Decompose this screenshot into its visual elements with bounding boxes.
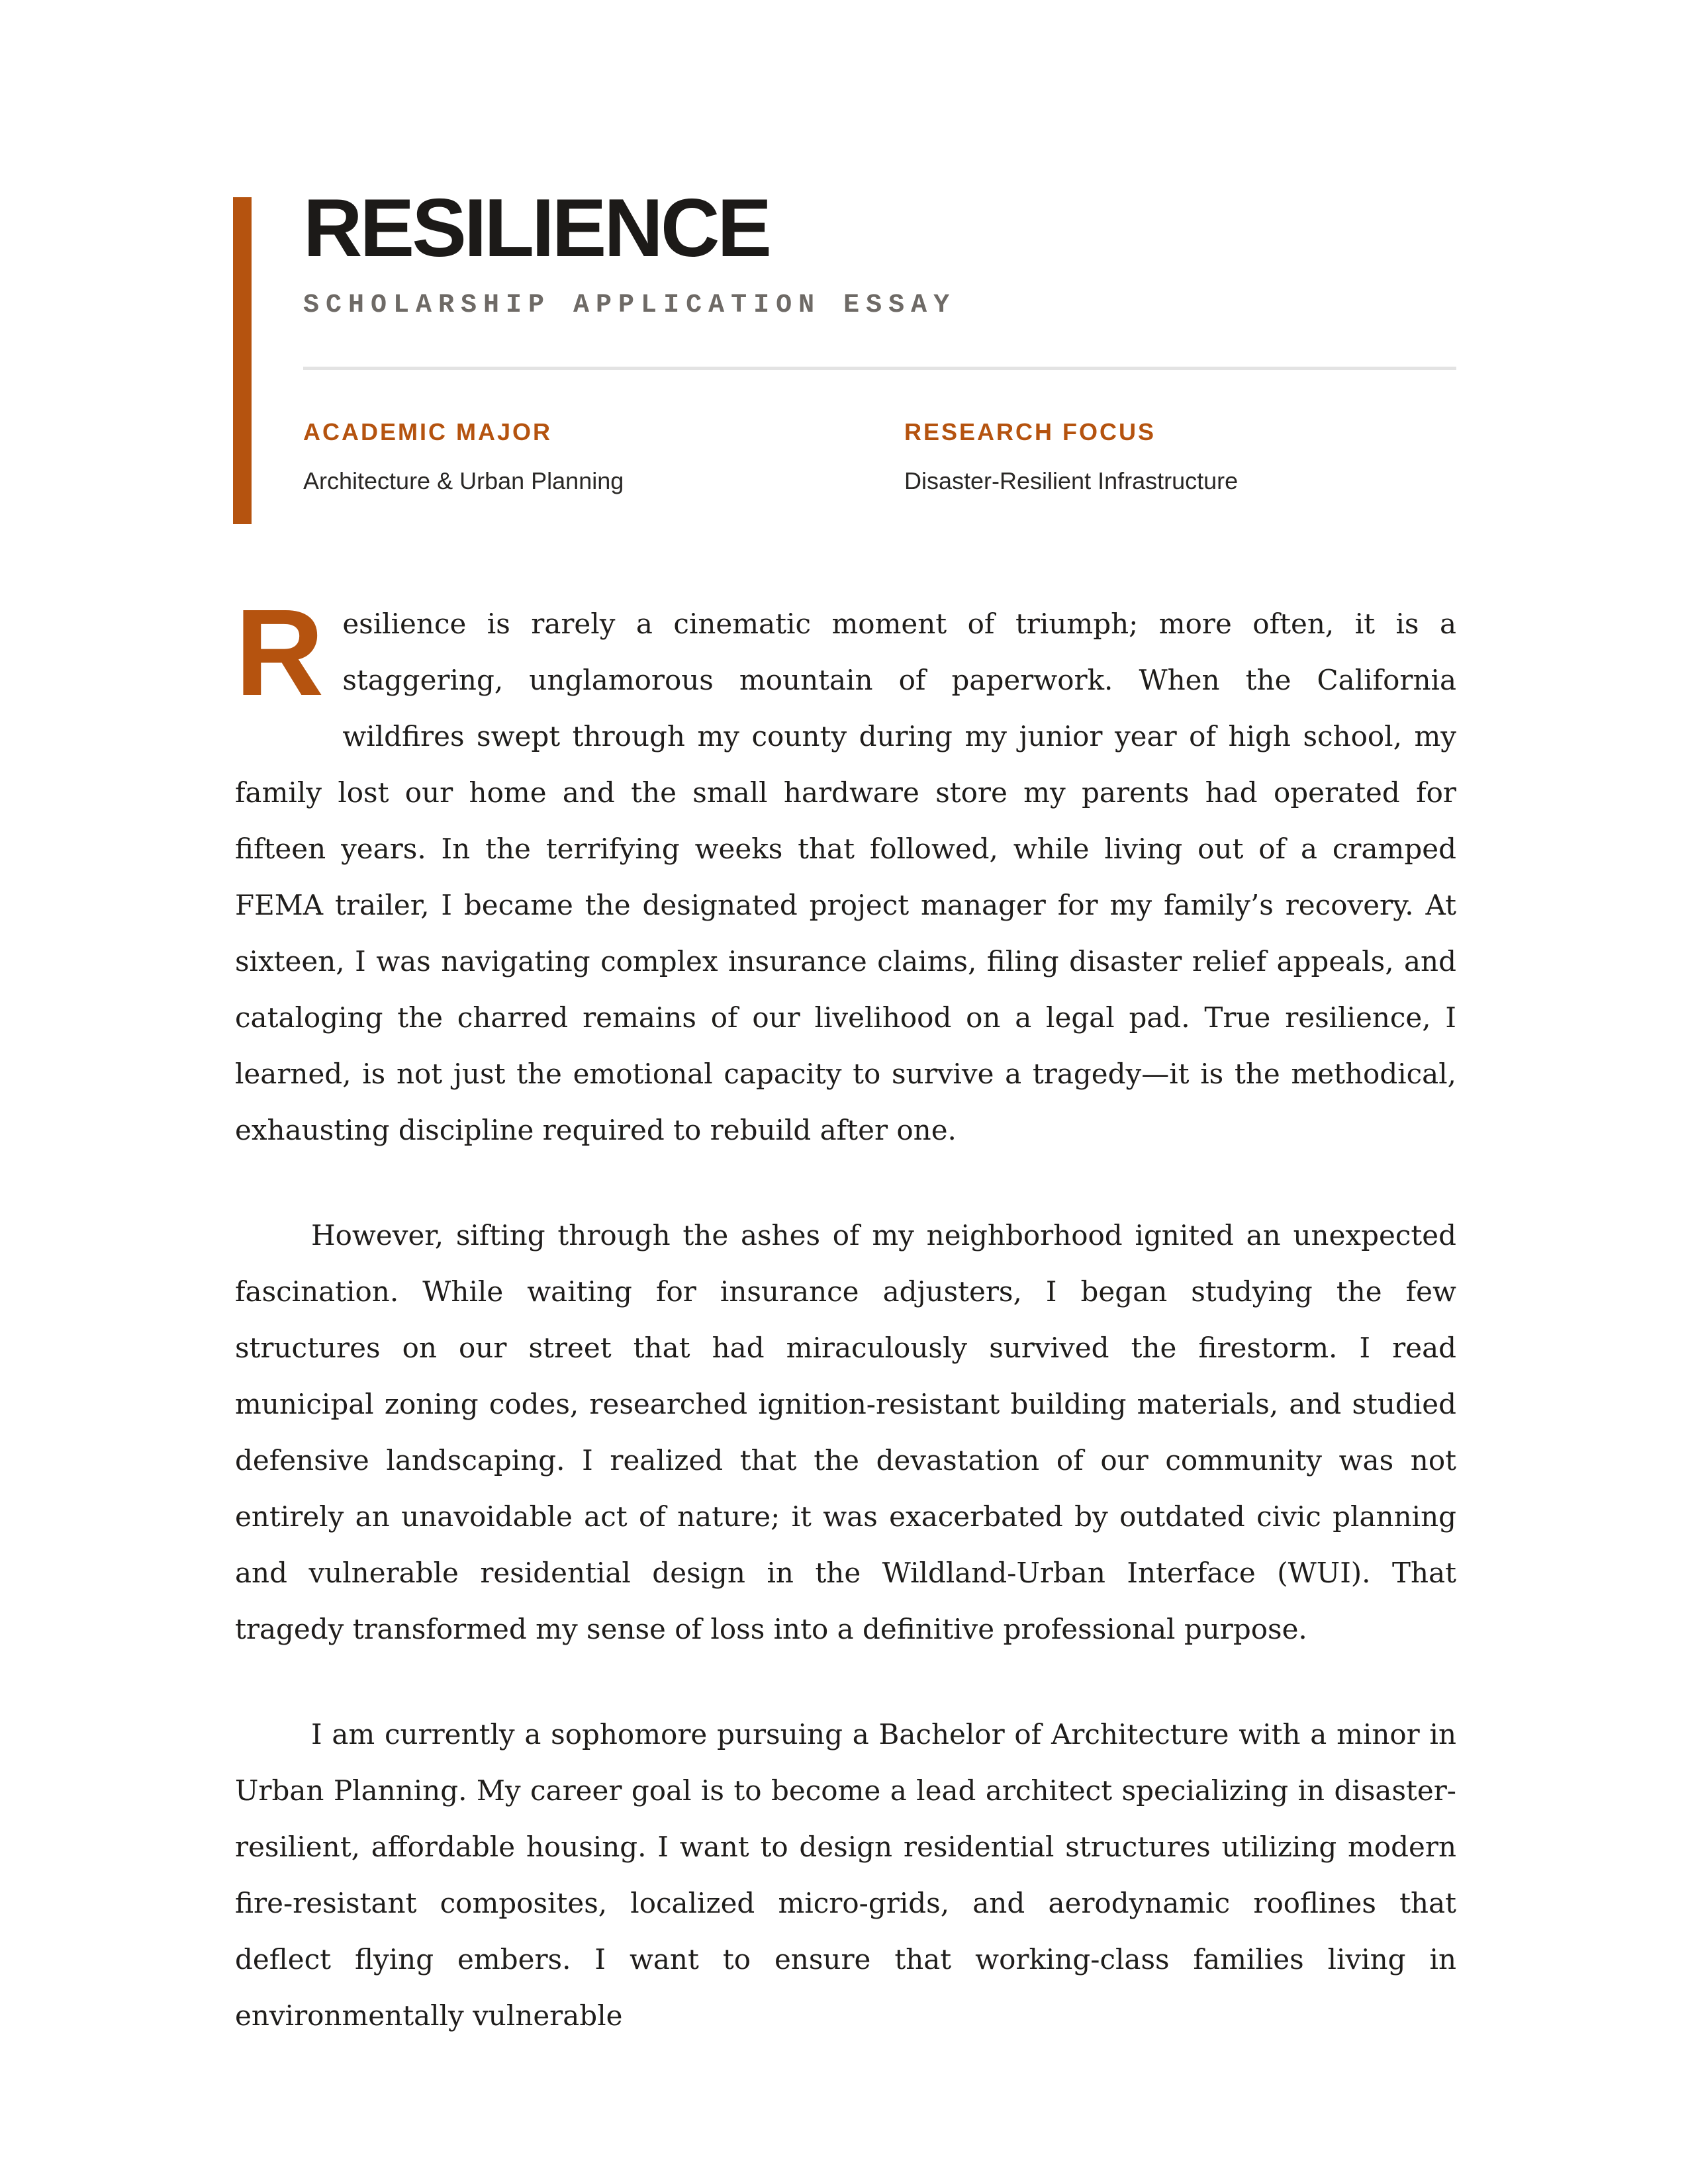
header [303, 179, 1456, 504]
header-divider [303, 367, 1456, 370]
page-subtitle: SCHOLARSHIP APPLICATION ESSAY [303, 291, 957, 320]
accent-bar [233, 197, 252, 524]
major-value: Architecture & Urban Planning [303, 467, 624, 494]
essay-body [235, 584, 1456, 2093]
focus-value: Disaster-Resilient Infrastructure [904, 467, 1239, 494]
essay-paragraph-1 [235, 584, 1456, 1158]
drop-cap: R [235, 584, 324, 721]
major-label: ACADEMIC MAJOR [303, 418, 553, 445]
meta-info [303, 418, 1456, 504]
essay-paragraph-3: I am currently a sophomore pursuing a Bachelor of Architecture with a minor in Urban Planning. My career goal is to become a lead architect specializing in disaster-resilient, affordable housing. I want to design residential structures utilizing modern fire-resistant composites, localized micro-grids, and aerodynamic rooflines that deflect flying embers. I want to ensure that working-class families living in environmentally vulnerable [235, 1718, 1456, 2032]
essay-paragraph-2: However, sifting through the ashes of my neighborhood ignited an unexpected fascination. While waiting for insurance adjusters, I began studying the few structures on our street that had miraculously survived the firestorm. I read municipal zoning codes, researched ignition-resistant building materials, and studied defensive landscaping. I realized that the devastation of our community was not entirely an unavoidable act of nature; it was exacerbated by outdated civic planning and vulnerable residential design in the Wildland-Urban Interface (WUI). That tragedy transformed my sense of loss into a definitive professional purpose. [235, 1219, 1456, 1645]
meta-major [303, 418, 624, 496]
focus-label: RESEARCH FOCUS [904, 418, 1156, 445]
page-title: RESILIENCE [303, 183, 770, 274]
meta-focus [904, 418, 1238, 496]
paragraph-text: esilience is rarely a cinematic moment of triumph; more often, it is a staggering, unglamorous mountain of paperwork. When the California wildfires swept through my county during my junior year of high school, my family lost our home and the small hardware store my parents had operated for fifteen years. In the terrifying weeks that followed, while living out of a cramped FEMA trailer, I became the designated project manager for my family’s recovery. At sixteen, I was navigating complex insurance claims, filing disaster relief appeals, and cataloging the charred remains of our livelihood on a legal pad. True resilience, I learned, is not just the emotional capacity to survive a tragedy—it is the methodical, exhausting discipline required to rebuild after one. [235, 608, 1456, 1146]
